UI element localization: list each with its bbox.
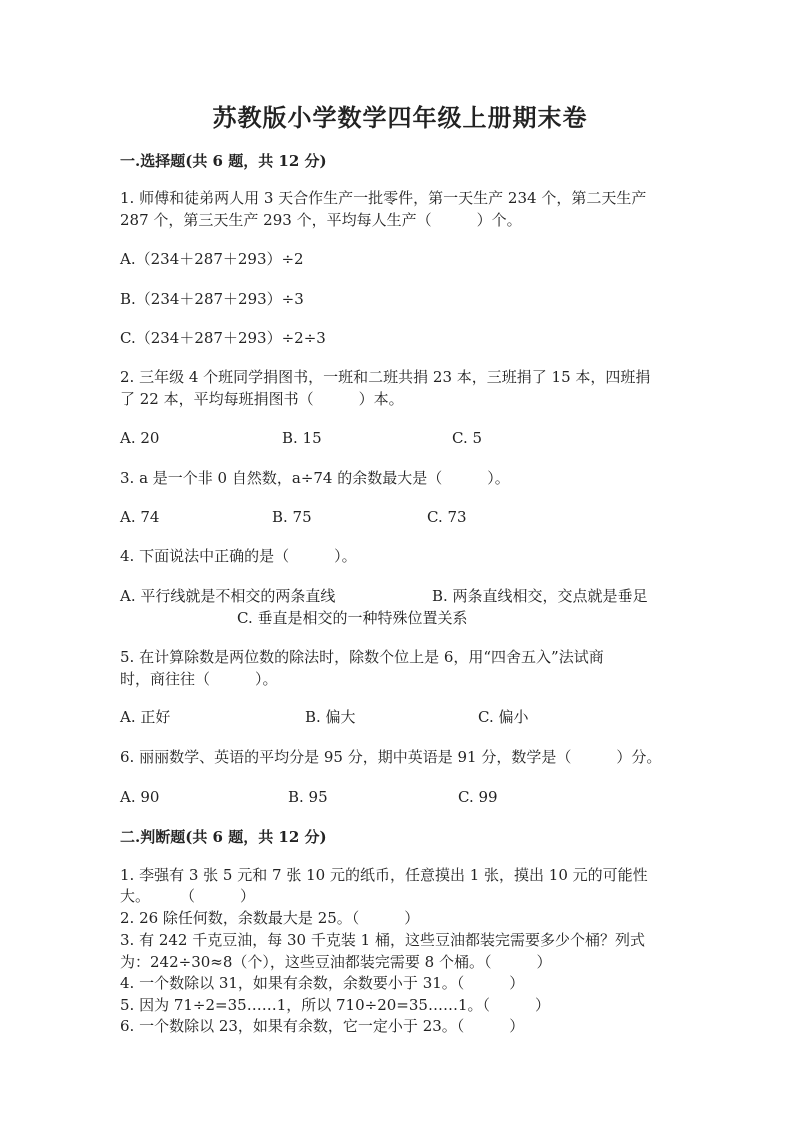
question-1-option-c: C.（234＋287＋293）÷2÷3: [120, 329, 326, 347]
question-1-option-b: B.（234＋287＋293）÷3: [120, 290, 304, 308]
page-title: 苏教版小学数学四年级上册期末卷: [212, 103, 588, 132]
judgement-5: 5. 因为 71÷2=35……1，所以 710÷20=35……1。（ ）: [120, 996, 550, 1014]
judgement-1-line-2: 大。 （ ）: [120, 887, 256, 905]
section-heading-choice: 一.选择题(共 6 题，共 12 分): [120, 152, 327, 170]
judgement-6: 6. 一个数除以 23，如果有余数，它一定小于 23。（ ）: [120, 1017, 525, 1035]
question-6-option-b: B. 95: [288, 788, 328, 806]
question-5-option-c: C. 偏小: [478, 708, 529, 726]
judgement-4: 4. 一个数除以 31，如果有余数，余数要小于 31。（ ）: [120, 974, 525, 992]
question-1-option-a: A.（234＋287＋293）÷2: [120, 250, 304, 268]
section-heading-judgement: 二.判断题(共 6 题，共 12 分): [120, 828, 327, 846]
question-4-option-a: A. 平行线就是不相交的两条直线: [120, 587, 336, 605]
question-5-line-2: 时，商往往（ ）。: [120, 670, 278, 688]
question-2-line-2: 了 22 本，平均每班捐图书（ ）本。: [120, 390, 404, 408]
question-2-line-1: 2. 三年级 4 个班同学捐图书，一班和二班共捐 23 本，三班捐了 15 本，四班捐: [120, 368, 651, 386]
question-2-option-a: A. 20: [120, 429, 160, 447]
question-3-option-a: A. 74: [120, 508, 160, 526]
judgement-3-line-1: 3. 有 242 千克豆油，每 30 千克装 1 桶，这些豆油都装完需要多少个桶？列式: [120, 931, 645, 949]
question-4-option-c: C. 垂直是相交的一种特殊位置关系: [237, 609, 468, 627]
question-1-line-2: 287 个，第三天生产 293 个，平均每人生产（ ）个。: [120, 211, 522, 229]
question-6-line-1: 6. 丽丽数学、英语的平均分是 95 分，期中英语是 91 分，数学是（ ）分。: [120, 748, 662, 766]
question-6-option-a: A. 90: [120, 788, 160, 806]
question-4-option-b: B. 两条直线相交，交点就是垂足: [432, 587, 648, 605]
judgement-1-line-1: 1. 李强有 3 张 5 元和 7 张 10 元的纸币，任意摸出 1 张，摸出 10 元的可能性: [120, 866, 648, 884]
question-5-line-1: 5. 在计算除数是两位数的除法时，除数个位上是 6，用“四舍五入”法试商: [120, 648, 604, 666]
question-1-line-1: 1. 师傅和徒弟两人用 3 天合作生产一批零件，第一天生产 234 个，第二天生产: [120, 189, 647, 207]
judgement-3-line-2: 为：242÷30≈8（个），这些豆油都装完需要 8 个桶。（ ）: [120, 953, 552, 971]
question-3-option-b: B. 75: [272, 508, 312, 526]
question-6-option-c: C. 99: [458, 788, 498, 806]
judgement-2: 2. 26 除任何数，余数最大是 25。（ ）: [120, 909, 420, 927]
question-5-option-b: B. 偏大: [305, 708, 356, 726]
question-3-option-c: C. 73: [427, 508, 467, 526]
question-2-option-b: B. 15: [282, 429, 322, 447]
question-5-option-a: A. 正好: [120, 708, 171, 726]
question-4-line-1: 4. 下面说法中正确的是（ ）。: [120, 547, 357, 565]
question-2-option-c: C. 5: [452, 429, 483, 447]
question-3-line-1: 3. a 是一个非 0 自然数，a÷74 的余数最大是（ ）。: [120, 469, 510, 487]
